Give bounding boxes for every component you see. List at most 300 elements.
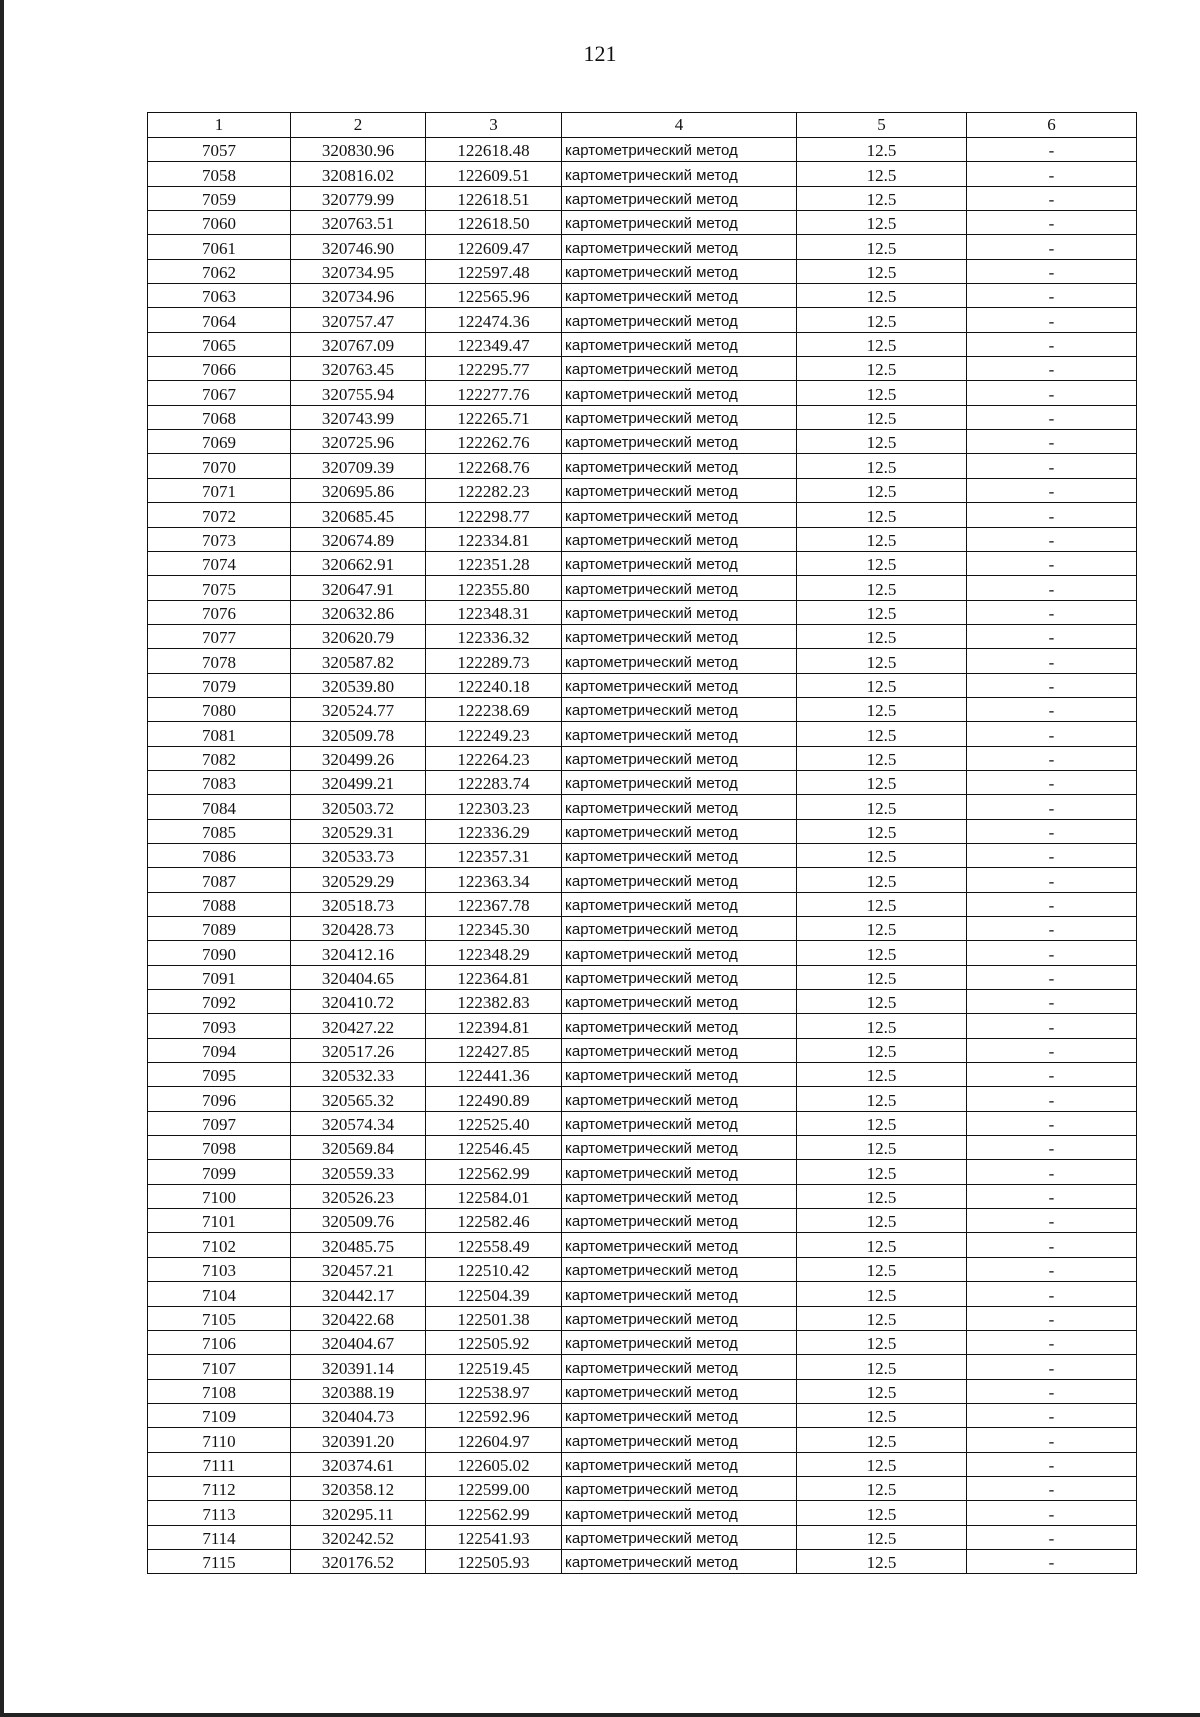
y-coordinate-cell: 122510.42 — [426, 1257, 562, 1281]
point-number-cell: 7058 — [148, 162, 291, 186]
point-number-cell: 7075 — [148, 576, 291, 600]
accuracy-cell: 12.5 — [797, 1184, 967, 1208]
method-cell: картометрический метод — [562, 1063, 797, 1087]
table-row — [148, 868, 1137, 892]
point-number-cell: 7105 — [148, 1306, 291, 1330]
note-cell: - — [967, 624, 1137, 648]
table-header-row — [148, 113, 1137, 138]
y-coordinate-cell: 122367.78 — [426, 892, 562, 916]
y-coordinate-cell: 122348.29 — [426, 941, 562, 965]
note-cell: - — [967, 819, 1137, 843]
table-row — [148, 381, 1137, 405]
accuracy-cell: 12.5 — [797, 1476, 967, 1500]
accuracy-cell: 12.5 — [797, 332, 967, 356]
point-number-cell: 7093 — [148, 1014, 291, 1038]
accuracy-cell: 12.5 — [797, 795, 967, 819]
coordinates-table — [147, 112, 1137, 1574]
note-cell: - — [967, 649, 1137, 673]
accuracy-cell: 12.5 — [797, 478, 967, 502]
table-row — [148, 405, 1137, 429]
x-coordinate-cell: 320725.96 — [291, 430, 426, 454]
point-number-cell: 7068 — [148, 405, 291, 429]
accuracy-cell: 12.5 — [797, 746, 967, 770]
x-coordinate-cell: 320509.76 — [291, 1209, 426, 1233]
y-coordinate-cell: 122283.74 — [426, 770, 562, 794]
column-header: 4 — [562, 113, 797, 138]
accuracy-cell: 12.5 — [797, 1063, 967, 1087]
point-number-cell: 7077 — [148, 624, 291, 648]
accuracy-cell: 12.5 — [797, 965, 967, 989]
y-coordinate-cell: 122268.76 — [426, 454, 562, 478]
accuracy-cell: 12.5 — [797, 1403, 967, 1427]
point-number-cell: 7074 — [148, 551, 291, 575]
x-coordinate-cell: 320755.94 — [291, 381, 426, 405]
table-row — [148, 503, 1137, 527]
y-coordinate-cell: 122501.38 — [426, 1306, 562, 1330]
table-row — [148, 186, 1137, 210]
x-coordinate-cell: 320734.96 — [291, 284, 426, 308]
y-coordinate-cell: 122355.80 — [426, 576, 562, 600]
method-cell: картометрический метод — [562, 259, 797, 283]
accuracy-cell: 12.5 — [797, 381, 967, 405]
accuracy-cell: 12.5 — [797, 405, 967, 429]
point-number-cell: 7084 — [148, 795, 291, 819]
point-number-cell: 7070 — [148, 454, 291, 478]
accuracy-cell: 12.5 — [797, 941, 967, 965]
x-coordinate-cell: 320779.99 — [291, 186, 426, 210]
x-coordinate-cell: 320539.80 — [291, 673, 426, 697]
note-cell: - — [967, 478, 1137, 502]
accuracy-cell: 12.5 — [797, 211, 967, 235]
accuracy-cell: 12.5 — [797, 1087, 967, 1111]
column-header: 1 — [148, 113, 291, 138]
method-cell: картометрический метод — [562, 1184, 797, 1208]
method-cell: картометрический метод — [562, 186, 797, 210]
table-row — [148, 722, 1137, 746]
note-cell: - — [967, 843, 1137, 867]
accuracy-cell: 12.5 — [797, 1136, 967, 1160]
x-coordinate-cell: 320412.16 — [291, 941, 426, 965]
point-number-cell: 7079 — [148, 673, 291, 697]
y-coordinate-cell: 122249.23 — [426, 722, 562, 746]
x-coordinate-cell: 320662.91 — [291, 551, 426, 575]
note-cell: - — [967, 138, 1137, 162]
point-number-cell: 7101 — [148, 1209, 291, 1233]
note-cell: - — [967, 770, 1137, 794]
accuracy-cell: 12.5 — [797, 673, 967, 697]
point-number-cell: 7092 — [148, 990, 291, 1014]
method-cell: картометрический метод — [562, 722, 797, 746]
table-row — [148, 357, 1137, 381]
y-coordinate-cell: 122238.69 — [426, 697, 562, 721]
table-row — [148, 1330, 1137, 1354]
y-coordinate-cell: 122277.76 — [426, 381, 562, 405]
point-number-cell: 7083 — [148, 770, 291, 794]
x-coordinate-cell: 320388.19 — [291, 1379, 426, 1403]
method-cell: картометрический метод — [562, 1549, 797, 1573]
accuracy-cell: 12.5 — [797, 235, 967, 259]
table-row — [148, 600, 1137, 624]
table-row — [148, 1355, 1137, 1379]
point-number-cell: 7102 — [148, 1233, 291, 1257]
table-row — [148, 308, 1137, 332]
y-coordinate-cell: 122490.89 — [426, 1087, 562, 1111]
table-row — [148, 211, 1137, 235]
y-coordinate-cell: 122264.23 — [426, 746, 562, 770]
accuracy-cell: 12.5 — [797, 1160, 967, 1184]
table-row — [148, 1257, 1137, 1281]
method-cell: картометрический метод — [562, 332, 797, 356]
x-coordinate-cell: 320485.75 — [291, 1233, 426, 1257]
method-cell: картометрический метод — [562, 673, 797, 697]
x-coordinate-cell: 320647.91 — [291, 576, 426, 600]
y-coordinate-cell: 122334.81 — [426, 527, 562, 551]
method-cell: картометрический метод — [562, 1306, 797, 1330]
x-coordinate-cell: 320674.89 — [291, 527, 426, 551]
method-cell: картометрический метод — [562, 600, 797, 624]
accuracy-cell: 12.5 — [797, 868, 967, 892]
x-coordinate-cell: 320499.21 — [291, 770, 426, 794]
point-number-cell: 7073 — [148, 527, 291, 551]
x-coordinate-cell: 320442.17 — [291, 1282, 426, 1306]
table-row — [148, 1014, 1137, 1038]
x-coordinate-cell: 320559.33 — [291, 1160, 426, 1184]
note-cell: - — [967, 332, 1137, 356]
y-coordinate-cell: 122562.99 — [426, 1501, 562, 1525]
point-number-cell: 7057 — [148, 138, 291, 162]
note-cell: - — [967, 1257, 1137, 1281]
x-coordinate-cell: 320532.33 — [291, 1063, 426, 1087]
table-row — [148, 892, 1137, 916]
table-row — [148, 746, 1137, 770]
x-coordinate-cell: 320632.86 — [291, 600, 426, 624]
y-coordinate-cell: 122357.31 — [426, 843, 562, 867]
x-coordinate-cell: 320574.34 — [291, 1111, 426, 1135]
note-cell: - — [967, 697, 1137, 721]
method-cell: картометрический метод — [562, 211, 797, 235]
table-row — [148, 162, 1137, 186]
y-coordinate-cell: 122348.31 — [426, 600, 562, 624]
accuracy-cell: 12.5 — [797, 1330, 967, 1354]
table-row — [148, 430, 1137, 454]
y-coordinate-cell: 122303.23 — [426, 795, 562, 819]
method-cell: картометрический метод — [562, 1111, 797, 1135]
x-coordinate-cell: 320422.68 — [291, 1306, 426, 1330]
note-cell: - — [967, 454, 1137, 478]
column-header: 6 — [967, 113, 1137, 138]
x-coordinate-cell: 320503.72 — [291, 795, 426, 819]
x-coordinate-cell: 320763.51 — [291, 211, 426, 235]
x-coordinate-cell: 320404.73 — [291, 1403, 426, 1427]
method-cell: картометрический метод — [562, 892, 797, 916]
table-row — [148, 284, 1137, 308]
accuracy-cell: 12.5 — [797, 1209, 967, 1233]
point-number-cell: 7103 — [148, 1257, 291, 1281]
note-cell: - — [967, 1282, 1137, 1306]
note-cell: - — [967, 1233, 1137, 1257]
table-row — [148, 576, 1137, 600]
method-cell: картометрический метод — [562, 795, 797, 819]
method-cell: картометрический метод — [562, 1087, 797, 1111]
x-coordinate-cell: 320743.99 — [291, 405, 426, 429]
point-number-cell: 7061 — [148, 235, 291, 259]
point-number-cell: 7098 — [148, 1136, 291, 1160]
note-cell: - — [967, 1379, 1137, 1403]
y-coordinate-cell: 122558.49 — [426, 1233, 562, 1257]
method-cell: картометрический метод — [562, 235, 797, 259]
table-row — [148, 990, 1137, 1014]
note-cell: - — [967, 892, 1137, 916]
method-cell: картометрический метод — [562, 1379, 797, 1403]
note-cell: - — [967, 1111, 1137, 1135]
accuracy-cell: 12.5 — [797, 843, 967, 867]
point-number-cell: 7080 — [148, 697, 291, 721]
point-number-cell: 7094 — [148, 1038, 291, 1062]
note-cell: - — [967, 1525, 1137, 1549]
table-row — [148, 1111, 1137, 1135]
method-cell: картометрический метод — [562, 478, 797, 502]
accuracy-cell: 12.5 — [797, 917, 967, 941]
method-cell: картометрический метод — [562, 1428, 797, 1452]
note-cell: - — [967, 1160, 1137, 1184]
method-cell: картометрический метод — [562, 770, 797, 794]
table-row — [148, 454, 1137, 478]
table-row — [148, 1184, 1137, 1208]
point-number-cell: 7064 — [148, 308, 291, 332]
method-cell: картометрический метод — [562, 649, 797, 673]
accuracy-cell: 12.5 — [797, 259, 967, 283]
point-number-cell: 7059 — [148, 186, 291, 210]
y-coordinate-cell: 122599.00 — [426, 1476, 562, 1500]
x-coordinate-cell: 320518.73 — [291, 892, 426, 916]
x-coordinate-cell: 320533.73 — [291, 843, 426, 867]
x-coordinate-cell: 320374.61 — [291, 1452, 426, 1476]
point-number-cell: 7099 — [148, 1160, 291, 1184]
point-number-cell: 7063 — [148, 284, 291, 308]
note-cell: - — [967, 1014, 1137, 1038]
y-coordinate-cell: 122427.85 — [426, 1038, 562, 1062]
point-number-cell: 7114 — [148, 1525, 291, 1549]
accuracy-cell: 12.5 — [797, 527, 967, 551]
note-cell: - — [967, 673, 1137, 697]
x-coordinate-cell: 320295.11 — [291, 1501, 426, 1525]
point-number-cell: 7076 — [148, 600, 291, 624]
point-number-cell: 7113 — [148, 1501, 291, 1525]
method-cell: картометрический метод — [562, 527, 797, 551]
table-row — [148, 551, 1137, 575]
table-row — [148, 843, 1137, 867]
table-row — [148, 1087, 1137, 1111]
accuracy-cell: 12.5 — [797, 1355, 967, 1379]
point-number-cell: 7062 — [148, 259, 291, 283]
point-number-cell: 7088 — [148, 892, 291, 916]
point-number-cell: 7115 — [148, 1549, 291, 1573]
table-row — [148, 1403, 1137, 1427]
y-coordinate-cell: 122394.81 — [426, 1014, 562, 1038]
accuracy-cell: 12.5 — [797, 551, 967, 575]
note-cell: - — [967, 1087, 1137, 1111]
x-coordinate-cell: 320391.14 — [291, 1355, 426, 1379]
x-coordinate-cell: 320526.23 — [291, 1184, 426, 1208]
accuracy-cell: 12.5 — [797, 357, 967, 381]
y-coordinate-cell: 122364.81 — [426, 965, 562, 989]
y-coordinate-cell: 122618.48 — [426, 138, 562, 162]
method-cell: картометрический метод — [562, 308, 797, 332]
y-coordinate-cell: 122336.29 — [426, 819, 562, 843]
method-cell: картометрический метод — [562, 1282, 797, 1306]
accuracy-cell: 12.5 — [797, 722, 967, 746]
note-cell: - — [967, 965, 1137, 989]
column-header: 5 — [797, 113, 967, 138]
point-number-cell: 7067 — [148, 381, 291, 405]
method-cell: картометрический метод — [562, 868, 797, 892]
x-coordinate-cell: 320816.02 — [291, 162, 426, 186]
note-cell: - — [967, 284, 1137, 308]
note-cell: - — [967, 235, 1137, 259]
point-number-cell: 7095 — [148, 1063, 291, 1087]
y-coordinate-cell: 122382.83 — [426, 990, 562, 1014]
accuracy-cell: 12.5 — [797, 1233, 967, 1257]
point-number-cell: 7087 — [148, 868, 291, 892]
note-cell: - — [967, 1209, 1137, 1233]
point-number-cell: 7069 — [148, 430, 291, 454]
x-coordinate-cell: 320391.20 — [291, 1428, 426, 1452]
method-cell: картометрический метод — [562, 503, 797, 527]
accuracy-cell: 12.5 — [797, 770, 967, 794]
accuracy-cell: 12.5 — [797, 819, 967, 843]
point-number-cell: 7104 — [148, 1282, 291, 1306]
table-row — [148, 1233, 1137, 1257]
point-number-cell: 7112 — [148, 1476, 291, 1500]
accuracy-cell: 12.5 — [797, 1306, 967, 1330]
x-coordinate-cell: 320499.26 — [291, 746, 426, 770]
method-cell: картометрический метод — [562, 551, 797, 575]
note-cell: - — [967, 990, 1137, 1014]
table-row — [148, 673, 1137, 697]
table-row — [148, 1476, 1137, 1500]
x-coordinate-cell: 320746.90 — [291, 235, 426, 259]
note-cell: - — [967, 381, 1137, 405]
method-cell: картометрический метод — [562, 284, 797, 308]
note-cell: - — [967, 357, 1137, 381]
note-cell: - — [967, 1330, 1137, 1354]
point-number-cell: 7081 — [148, 722, 291, 746]
note-cell: - — [967, 1452, 1137, 1476]
accuracy-cell: 12.5 — [797, 1452, 967, 1476]
method-cell: картометрический метод — [562, 1233, 797, 1257]
table-row — [148, 1209, 1137, 1233]
y-coordinate-cell: 122505.93 — [426, 1549, 562, 1573]
method-cell: картометрический метод — [562, 576, 797, 600]
x-coordinate-cell: 320428.73 — [291, 917, 426, 941]
x-coordinate-cell: 320358.12 — [291, 1476, 426, 1500]
method-cell: картометрический метод — [562, 1038, 797, 1062]
method-cell: картометрический метод — [562, 917, 797, 941]
x-coordinate-cell: 320404.65 — [291, 965, 426, 989]
table-row — [148, 1063, 1137, 1087]
note-cell: - — [967, 162, 1137, 186]
y-coordinate-cell: 122605.02 — [426, 1452, 562, 1476]
table-row — [148, 819, 1137, 843]
accuracy-cell: 12.5 — [797, 1379, 967, 1403]
accuracy-cell: 12.5 — [797, 1549, 967, 1573]
method-cell: картометрический метод — [562, 990, 797, 1014]
y-coordinate-cell: 122597.48 — [426, 259, 562, 283]
note-cell: - — [967, 1355, 1137, 1379]
note-cell: - — [967, 1038, 1137, 1062]
method-cell: картометрический метод — [562, 1160, 797, 1184]
method-cell: картометрический метод — [562, 843, 797, 867]
y-coordinate-cell: 122265.71 — [426, 405, 562, 429]
accuracy-cell: 12.5 — [797, 697, 967, 721]
table-row — [148, 965, 1137, 989]
y-coordinate-cell: 122546.45 — [426, 1136, 562, 1160]
method-cell: картометрический метод — [562, 746, 797, 770]
accuracy-cell: 12.5 — [797, 1525, 967, 1549]
table-row — [148, 624, 1137, 648]
note-cell: - — [967, 722, 1137, 746]
table-row — [148, 1428, 1137, 1452]
x-coordinate-cell: 320509.78 — [291, 722, 426, 746]
note-cell: - — [967, 600, 1137, 624]
point-number-cell: 7082 — [148, 746, 291, 770]
y-coordinate-cell: 122504.39 — [426, 1282, 562, 1306]
method-cell: картометрический метод — [562, 430, 797, 454]
note-cell: - — [967, 551, 1137, 575]
x-coordinate-cell: 320695.86 — [291, 478, 426, 502]
y-coordinate-cell: 122584.01 — [426, 1184, 562, 1208]
method-cell: картометрический метод — [562, 1355, 797, 1379]
point-number-cell: 7111 — [148, 1452, 291, 1476]
method-cell: картометрический метод — [562, 941, 797, 965]
note-cell: - — [967, 1549, 1137, 1573]
x-coordinate-cell: 320517.26 — [291, 1038, 426, 1062]
table-row — [148, 1160, 1137, 1184]
note-cell: - — [967, 917, 1137, 941]
point-number-cell: 7097 — [148, 1111, 291, 1135]
y-coordinate-cell: 122349.47 — [426, 332, 562, 356]
table-row — [148, 1379, 1137, 1403]
accuracy-cell: 12.5 — [797, 1111, 967, 1135]
y-coordinate-cell: 122441.36 — [426, 1063, 562, 1087]
x-coordinate-cell: 320734.95 — [291, 259, 426, 283]
accuracy-cell: 12.5 — [797, 454, 967, 478]
method-cell: картометрический метод — [562, 697, 797, 721]
note-cell: - — [967, 795, 1137, 819]
accuracy-cell: 12.5 — [797, 990, 967, 1014]
x-coordinate-cell: 320763.45 — [291, 357, 426, 381]
y-coordinate-cell: 122519.45 — [426, 1355, 562, 1379]
point-number-cell: 7096 — [148, 1087, 291, 1111]
x-coordinate-cell: 320427.22 — [291, 1014, 426, 1038]
y-coordinate-cell: 122609.47 — [426, 235, 562, 259]
x-coordinate-cell: 320569.84 — [291, 1136, 426, 1160]
x-coordinate-cell: 320685.45 — [291, 503, 426, 527]
table-row — [148, 1501, 1137, 1525]
note-cell: - — [967, 503, 1137, 527]
accuracy-cell: 12.5 — [797, 308, 967, 332]
x-coordinate-cell: 320565.32 — [291, 1087, 426, 1111]
note-cell: - — [967, 1476, 1137, 1500]
method-cell: картометрический метод — [562, 405, 797, 429]
method-cell: картометрический метод — [562, 1403, 797, 1427]
y-coordinate-cell: 122592.96 — [426, 1403, 562, 1427]
method-cell: картометрический метод — [562, 1136, 797, 1160]
accuracy-cell: 12.5 — [797, 138, 967, 162]
accuracy-cell: 12.5 — [797, 624, 967, 648]
accuracy-cell: 12.5 — [797, 892, 967, 916]
table-row — [148, 235, 1137, 259]
